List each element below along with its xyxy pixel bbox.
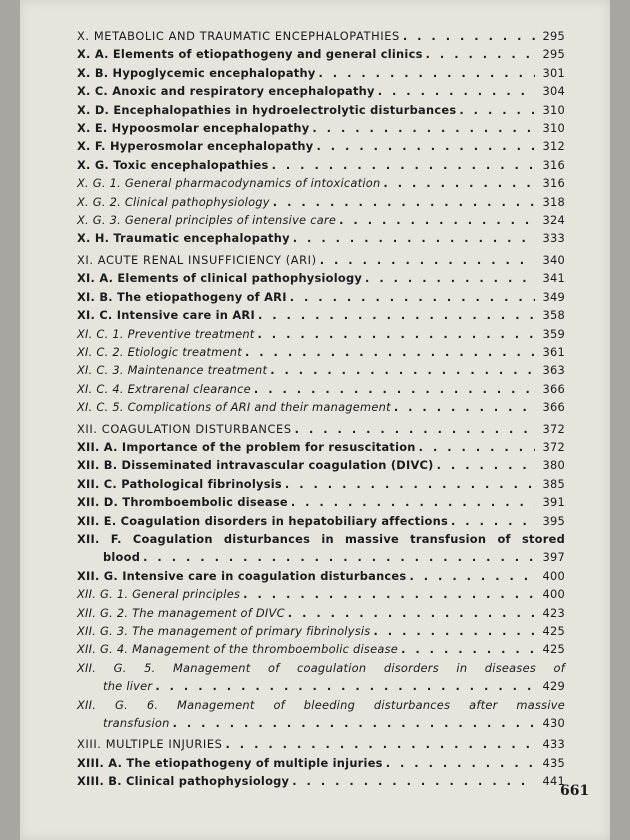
toc-entry-label: XII. G. 5. Management of coagulation disorders in diseases of — [77, 660, 565, 675]
toc-page-number: 380 — [542, 458, 565, 473]
toc-entry-label: XII. B. Disseminated intravascular coagulation (DIVC) — [77, 458, 434, 473]
leader-dots — [255, 325, 535, 343]
toc-entry-label: XII. G. 6. Management of bleeding disturbances after massive — [77, 697, 565, 712]
toc-subsection — [77, 604, 565, 622]
toc-entry-label: XII. C. Pathological fibrinolysis — [77, 476, 282, 491]
toc-page-number: 425 — [542, 642, 565, 657]
toc-subsection — [77, 211, 565, 229]
toc-page-number: 295 — [542, 29, 565, 43]
toc-entry-label: XII. G. 1. General principles — [77, 587, 241, 602]
toc-section — [77, 119, 565, 137]
toc-page-number: 316 — [542, 157, 565, 172]
leader-dots — [456, 101, 535, 119]
toc-page-number: 400 — [542, 568, 565, 583]
leader-dots — [375, 82, 535, 100]
toc-page-number: 385 — [542, 476, 565, 491]
leader-dots — [316, 64, 536, 82]
toc-entry-label: XI. C. 1. Preventive treatment — [77, 326, 255, 341]
toc-page-number: 372 — [542, 439, 565, 454]
toc-subsection — [77, 622, 565, 640]
toc-section — [77, 137, 565, 155]
toc-entry-label: X. METABOLIC AND TRAUMATIC ENCEPHALOPATHIES — [77, 29, 400, 43]
book-page — [20, 0, 610, 840]
toc-entry-label: XI. C. 4. Extrarenal clearance — [77, 381, 251, 396]
toc-entry-label: XI. B. The etiopathogeny of ARI — [77, 289, 287, 304]
toc-subsection — [77, 343, 565, 361]
leader-dots — [406, 567, 535, 585]
toc-entry-continuation — [77, 677, 565, 695]
toc-page-number: 435 — [542, 755, 565, 770]
toc-entry-label: XIII. A. The etiopathogeny of multiple injuries — [77, 755, 383, 770]
toc-section — [77, 438, 565, 456]
toc-page-number: 400 — [542, 587, 565, 602]
leader-dots — [336, 211, 535, 229]
leader-dots — [255, 306, 535, 324]
toc-subsection — [77, 380, 565, 398]
toc-entry-label: XII. F. Coagulation disturbances in massive transfusion of stored — [77, 531, 565, 546]
toc-page-number: 301 — [542, 65, 565, 80]
toc-entry-label: XII. COAGULATION DISTURBANCES — [77, 421, 292, 436]
toc-entry-label: XI. ACUTE RENAL INSUFFICIENCY (ARI) — [77, 252, 317, 267]
toc-entry-label: X. A. Elements of etiopathogeny and general clinics — [77, 47, 423, 62]
page-folio-number: 661 — [560, 783, 590, 799]
toc-entry-label: transfusion — [103, 716, 170, 731]
leader-dots — [270, 193, 535, 211]
toc-entry-label: X. G. Toxic encephalopathies — [77, 157, 269, 172]
toc-subsection — [77, 585, 565, 603]
toc-entry-label: blood — [103, 550, 141, 565]
toc-entry-label: X. E. Hypoosmolar encephalopathy — [77, 121, 310, 136]
leader-dots — [285, 604, 535, 622]
leader-dots — [309, 119, 535, 137]
toc-page-number: 340 — [542, 252, 565, 267]
leader-dots — [267, 361, 535, 379]
toc-section — [77, 530, 565, 567]
toc-entry-label: XI. C. 2. Etiologic treatment — [77, 344, 242, 359]
toc-section — [77, 229, 565, 247]
toc-page-number: 324 — [542, 213, 565, 228]
toc-section — [77, 101, 565, 119]
toc-page-number: 441 — [542, 774, 565, 789]
leader-dots — [289, 772, 535, 790]
toc-page-number: 397 — [542, 550, 565, 565]
toc-entry-continuation — [77, 714, 565, 732]
toc-section — [77, 269, 565, 287]
leader-dots — [448, 512, 535, 530]
toc-section — [77, 475, 565, 493]
toc-entry-label: XIII. MULTIPLE INJURIES — [77, 737, 223, 752]
toc-entry-label: X. B. Hypoglycemic encephalopathy — [77, 65, 316, 80]
leader-dots — [170, 714, 535, 732]
toc-chapter-xii — [77, 420, 565, 438]
leader-dots — [391, 398, 535, 416]
toc-page-number: 349 — [542, 289, 565, 304]
toc-page-number: 359 — [542, 326, 565, 341]
toc-page-number: 430 — [542, 716, 565, 731]
leader-dots — [400, 27, 535, 45]
toc-page-number: 366 — [542, 381, 565, 396]
toc-page-number: 423 — [542, 605, 565, 620]
toc-section — [77, 512, 565, 530]
toc-page-number: 395 — [542, 513, 565, 528]
toc-page-number: 425 — [542, 624, 565, 638]
toc-page-number: 310 — [542, 102, 565, 117]
toc-page-number: 312 — [542, 139, 565, 154]
toc-subsection — [77, 325, 565, 343]
leader-dots — [398, 640, 535, 658]
toc-section — [77, 82, 565, 100]
leader-dots — [240, 585, 535, 603]
toc-subsection — [77, 174, 565, 192]
leader-dots — [287, 288, 535, 306]
toc-subsection — [77, 659, 565, 696]
toc-entry-continuation — [77, 548, 565, 566]
toc-page-number: 358 — [542, 308, 565, 323]
toc-entry-label: XIII. B. Clinical pathophysiology — [77, 774, 290, 789]
leader-dots — [152, 677, 535, 695]
toc-page-number: 429 — [542, 679, 565, 694]
leader-dots — [434, 456, 535, 474]
toc-subsection — [77, 640, 565, 658]
toc-page-number: 318 — [542, 194, 565, 209]
toc-page-number: 372 — [542, 421, 565, 436]
leader-dots — [223, 735, 536, 753]
toc-entry-label: X. D. Encephalopathies in hydroelectrolytic disturbances — [77, 102, 457, 117]
toc-entry-label: XII. D. Thromboembolic disease — [77, 495, 288, 510]
toc-page-number: 333 — [542, 231, 565, 246]
leader-dots — [251, 380, 535, 398]
toc-page-number: 363 — [542, 363, 565, 378]
toc-entry-label: X. G. 2. Clinical pathophysiology — [77, 194, 270, 209]
toc-page-number: 391 — [542, 495, 565, 510]
leader-dots — [242, 343, 535, 361]
toc-entry-label: X. G. 3. General principles of intensive care — [77, 213, 337, 228]
table-of-contents — [77, 24, 565, 791]
leader-dots — [317, 251, 535, 269]
toc-entry-label: XI. C. 3. Maintenance treatment — [77, 363, 268, 378]
toc-section — [77, 45, 565, 63]
leader-dots — [416, 438, 535, 456]
leader-dots — [282, 475, 535, 493]
toc-subsection — [77, 193, 565, 211]
toc-page-number: 433 — [542, 737, 565, 752]
toc-chapter-x — [77, 27, 565, 45]
leader-dots — [140, 548, 535, 566]
leader-dots — [423, 45, 535, 63]
toc-entry-label: XII. E. Coagulation disorders in hepatobiliary affections — [77, 513, 448, 528]
toc-section — [77, 567, 565, 585]
leader-dots — [269, 156, 535, 174]
leader-dots — [370, 622, 535, 640]
toc-section — [77, 306, 565, 324]
toc-entry-label: the liver — [103, 679, 153, 694]
toc-section — [77, 288, 565, 306]
leader-dots — [290, 229, 535, 247]
toc-entry-label: X. G. 1. General pharmacodynamics of intoxication — [77, 176, 381, 191]
toc-entry-label: X. H. Traumatic encephalopathy — [77, 231, 290, 246]
toc-section — [77, 64, 565, 82]
toc-section — [77, 754, 565, 772]
toc-page-number: 366 — [542, 400, 565, 415]
toc-page-number: 310 — [542, 121, 565, 136]
leader-dots — [292, 420, 535, 438]
toc-entry-label: XI. C. 5. Complications of ARI and their management — [77, 400, 391, 415]
toc-entry-label: XII. G. 2. The management of DIVC — [77, 605, 285, 620]
toc-page-number: 361 — [542, 344, 565, 359]
toc-page-number: 316 — [542, 176, 565, 191]
toc-section — [77, 772, 565, 790]
toc-entry-label: XI. A. Elements of clinical pathophysiology — [77, 271, 363, 286]
leader-dots — [362, 269, 535, 287]
toc-subsection — [77, 398, 565, 416]
toc-entry-label: XII. G. 3. The management of primary fibrinolysis — [77, 624, 371, 638]
leader-dots — [313, 137, 535, 155]
toc-section — [77, 156, 565, 174]
toc-page-number: 295 — [542, 47, 565, 62]
toc-entry-label: XII. G. 4. Management of the thromboembolic disease — [77, 642, 399, 657]
toc-subsection — [77, 361, 565, 379]
leader-dots — [288, 493, 535, 511]
toc-chapter-xi — [77, 251, 565, 269]
toc-entry-label: X. F. Hyperosmolar encephalopathy — [77, 139, 314, 154]
leader-dots — [380, 174, 535, 192]
toc-section — [77, 493, 565, 511]
toc-entry-label: XII. A. Importance of the problem for resuscitation — [77, 439, 416, 454]
toc-subsection — [77, 696, 565, 733]
toc-entry-label: X. C. Anoxic and respiratory encephalopathy — [77, 84, 375, 99]
toc-entry-label: XI. C. Intensive care in ARI — [77, 308, 255, 323]
toc-chapter-xiii — [77, 735, 565, 753]
toc-section — [77, 456, 565, 474]
toc-page-number: 304 — [542, 84, 565, 99]
toc-page-number: 341 — [542, 271, 565, 286]
leader-dots — [383, 754, 535, 772]
toc-entry-label: XII. G. Intensive care in coagulation disturbances — [77, 568, 407, 583]
